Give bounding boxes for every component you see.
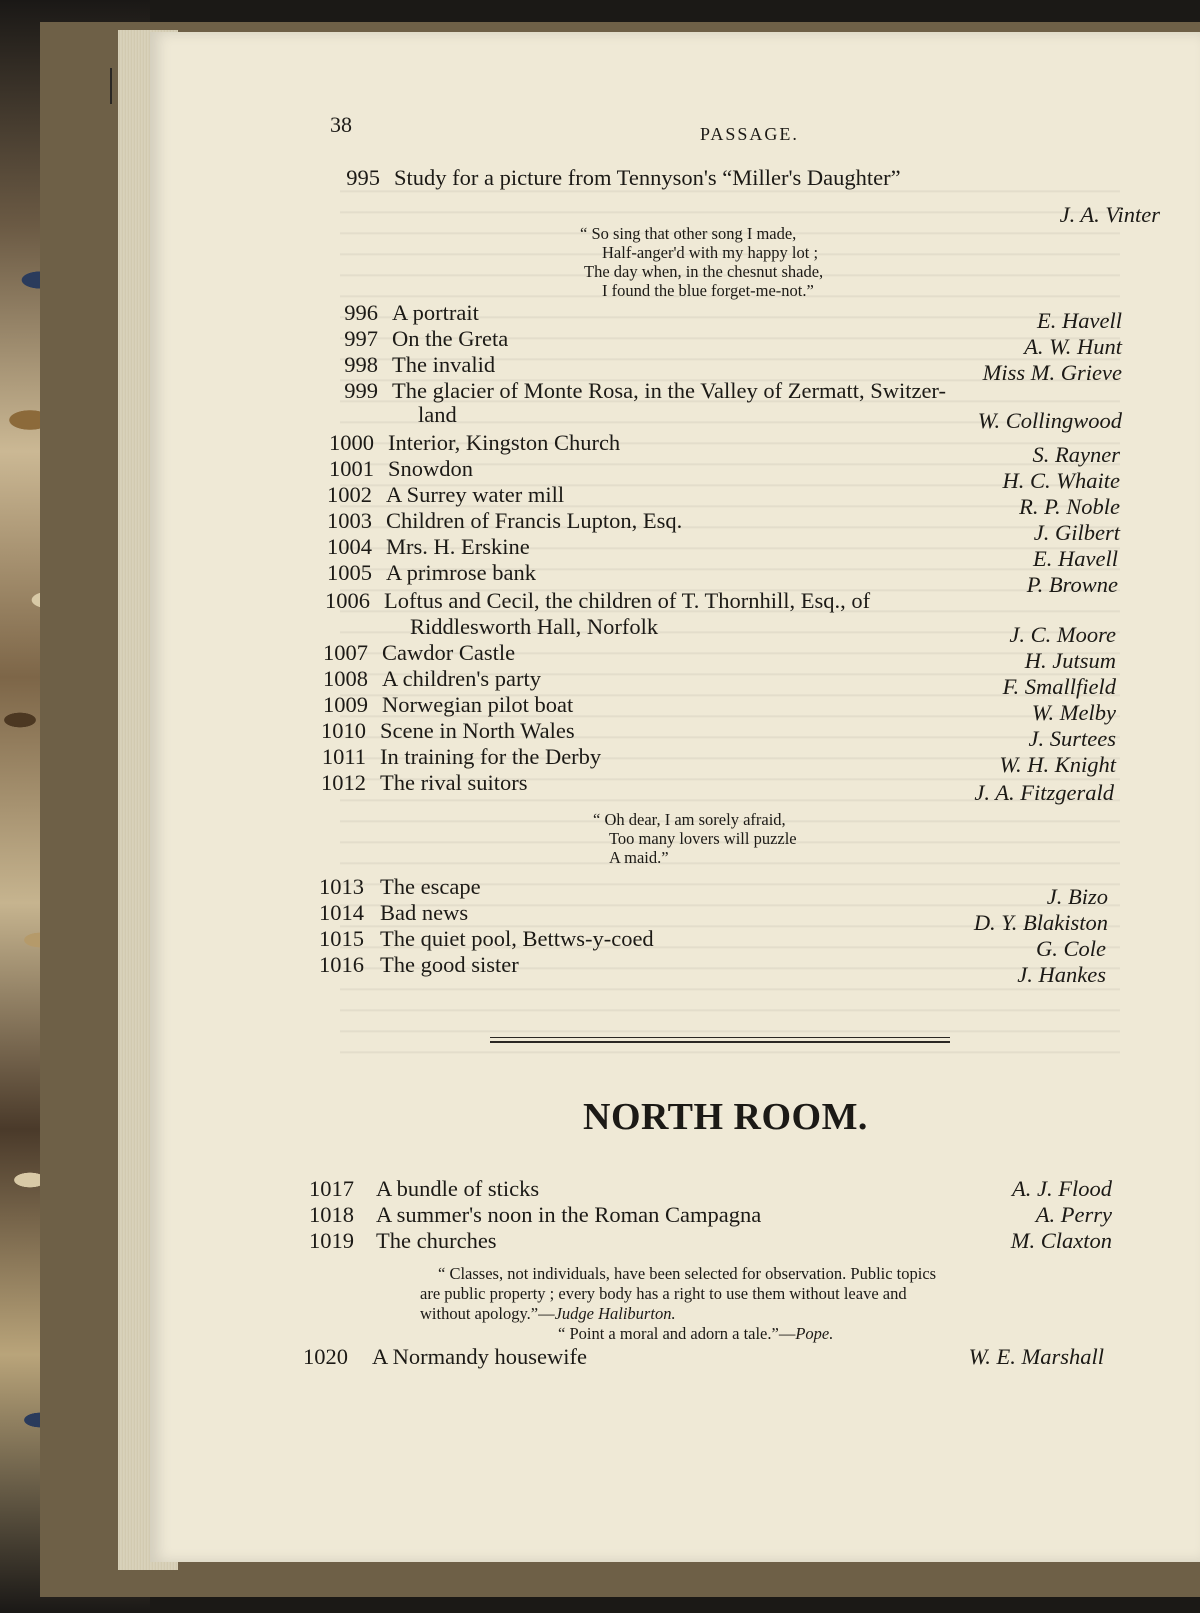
catalogue-entry [292,378,1160,404]
entry-number: 1001 [329,456,374,481]
entry-artist: W. Collingwood [977,408,1122,433]
entry-artist: W. Melby [1031,700,1116,725]
catalogue-entry [292,874,1160,909]
catalogue-entry-continuation [292,402,1160,433]
entry-number: 1011 [321,744,366,769]
entry-title: A portrait [392,300,479,325]
entry-artist: W. E. Marshall [968,1344,1104,1369]
note-author: Pope. [795,1324,834,1343]
page-number: 38 [330,112,352,137]
verse-quote-1012 [593,810,797,867]
entry-title: The good sister [380,952,519,977]
catalogue-entry [292,456,1160,493]
entry-artist: J. A. Fitzgerald [974,780,1114,805]
catalogue-entry [292,326,1160,359]
quote-line: I found the blue forget-me-not.” [602,281,814,300]
entry-title: Cawdor Castle [382,640,516,665]
catalogue-entry [292,1176,1160,1202]
catalogue-entry [292,560,1160,597]
entry-artist: A. Perry [1035,1202,1112,1227]
entry-artist: A. J. Flood [1012,1176,1112,1201]
catalogue-entry [292,926,1160,961]
entry-artist: J. Surtees [1028,726,1116,751]
catalogue-entry [292,744,1160,777]
entry-title: The rival suitors [380,770,528,795]
entry-number: 1000 [329,430,374,455]
entry-title: A children's party [382,666,542,691]
entry-artist: J. Gilbert [1033,520,1120,545]
entry-title: Norwegian pilot boat [382,692,574,717]
entry-number: 995 [346,165,380,190]
note-line [420,1304,936,1324]
entry-title: Snowdon [388,456,474,481]
note-text: without apology.”— [420,1304,555,1323]
entry-number: 999 [344,378,378,403]
catalogue-entry [292,482,1160,519]
entry-artist: W. H. Knight [999,752,1116,777]
entry-artist: F. Smallfield [1002,674,1116,699]
quote-line: The day when, in the chesnut shade, [584,262,824,281]
catalogue-entry [292,900,1160,935]
entry-number: 1003 [327,508,372,533]
entry-number: 1018 [309,1202,354,1227]
quote-line: A maid.” [609,848,669,867]
entry-title: In training for the Derby [380,744,602,769]
quote-line: Too many lovers will puzzle [609,829,797,848]
catalogue-entry [292,534,1160,571]
page-heading: PASSAGE. [700,124,799,144]
entry-title-continuation: Riddlesworth Hall, Norfolk [410,614,659,639]
note-author: Judge Haliburton. [554,1304,676,1323]
catalogue-entry [292,640,1160,673]
entry-title: Interior, Kingston Church [388,430,621,455]
entry-number: 1015 [319,926,364,951]
entry-artist: J. A. Vinter [1059,202,1160,227]
catalogue-entry [292,770,1160,805]
quote-line: Half-anger'd with my happy lot ; [602,243,819,262]
margin-pencil-mark [110,68,112,104]
entry-artist: E. Havell [1033,546,1118,571]
entry-artist: D. Y. Blakiston [973,910,1108,935]
quotation-note [420,1264,937,1344]
entry-title: The escape [380,874,481,899]
entry-number: 1014 [319,900,364,925]
entry-title: A summer's noon in the Roman Campagna [376,1202,762,1227]
entry-number: 1007 [323,640,368,665]
entry-artist: A. W. Hunt [1024,334,1122,359]
entry-title: The invalid [392,352,496,377]
entry-number: 1010 [321,718,366,743]
entry-number: 1017 [309,1176,354,1201]
section-title: NORTH ROOM. [583,1096,868,1138]
quote-line: “ So sing that other song I made, [580,224,797,243]
entry-artist: Miss M. Grieve [982,360,1122,385]
entry-number: 1009 [323,692,368,717]
entry-title: The glacier of Monte Rosa, in the Valley of Zermatt, Switzer- [392,378,946,403]
entry-number: 1005 [327,560,372,585]
catalogue-entry [292,300,1160,333]
entry-title: A bundle of sticks [376,1176,540,1201]
entry-number: 1019 [309,1228,354,1253]
catalogue-entry [292,352,1160,385]
catalogue-entry [292,1228,1160,1254]
entry-artist: E. Havell [1037,308,1122,333]
catalogue-entry [292,666,1160,699]
entry-number: 996 [344,300,378,325]
entry-number: 1016 [319,952,364,977]
quote-line: “ Oh dear, I am sorely afraid, [593,810,786,829]
entry-artist: J. Hankes [1017,962,1106,987]
note-line [558,1324,936,1344]
entry-artist: J. Bizo [1046,884,1108,909]
note-text: “ Point a moral and adorn a tale.”— [558,1324,796,1343]
entry-title: The churches [376,1228,497,1253]
note-line: “ Classes, not individuals, have been selected for observation. Public topics [438,1264,937,1283]
entry-number: 1002 [327,482,372,507]
entry-artist: G. Cole [1036,936,1106,961]
entry-number: 1004 [327,534,372,559]
entry-number: 1006 [325,588,370,613]
entry-title: The quiet pool, Bettws-y-coed [380,926,654,951]
catalogue-entry [292,508,1160,545]
entry-artist: S. Rayner [1032,442,1120,467]
catalogue-entry [292,588,1160,614]
catalogue-entry [292,718,1160,751]
catalogue-entry [292,1344,1160,1370]
entry-number: 1012 [321,770,366,795]
entry-artist: M. Claxton [1010,1228,1112,1253]
entry-number: 998 [344,352,378,377]
entry-number: 997 [344,326,378,351]
entry-number: 1013 [319,874,364,899]
entry-title: On the Greta [392,326,509,351]
entry-title: Mrs. H. Erskine [386,534,530,559]
entry-title: A Normandy housewife [372,1344,587,1369]
entry-title: Children of Francis Lupton, Esq. [386,508,683,533]
entry-number: 1020 [303,1344,348,1369]
entry-title: Bad news [380,900,469,925]
entry-title: Scene in North Wales [380,718,575,743]
catalogue-entry [292,1202,1160,1228]
entry-title: Loftus and Cecil, the children of T. Thornhill, Esq., of [384,588,871,613]
entry-title: A primrose bank [386,560,536,585]
entry-artist: J. C. Moore [1009,622,1116,647]
entry-title-continuation: land [418,402,457,427]
entry-artist: H. C. Whaite [1002,468,1120,493]
entry-title: A Surrey water mill [386,482,565,507]
entry-artist: H. Jutsum [1024,648,1116,673]
catalogue-entry [292,430,1160,467]
catalogue-entry [292,692,1160,725]
catalogue-entry [292,952,1160,987]
section-divider-rule [490,1037,950,1038]
entry-artist: P. Browne [1026,572,1118,597]
catalogue-entry [292,165,1160,191]
catalogue-entry-continuation [292,614,1160,647]
entry-title: Study for a picture from Tennyson's “Miller's Daughter” [394,165,901,190]
section-divider-rule [490,1041,950,1043]
entry-artist: R. P. Noble [1019,494,1120,519]
note-line: are public property ; every body has a right to use them without leave and [420,1284,907,1303]
verse-quote-995 [580,224,823,300]
entry-number: 1008 [323,666,368,691]
